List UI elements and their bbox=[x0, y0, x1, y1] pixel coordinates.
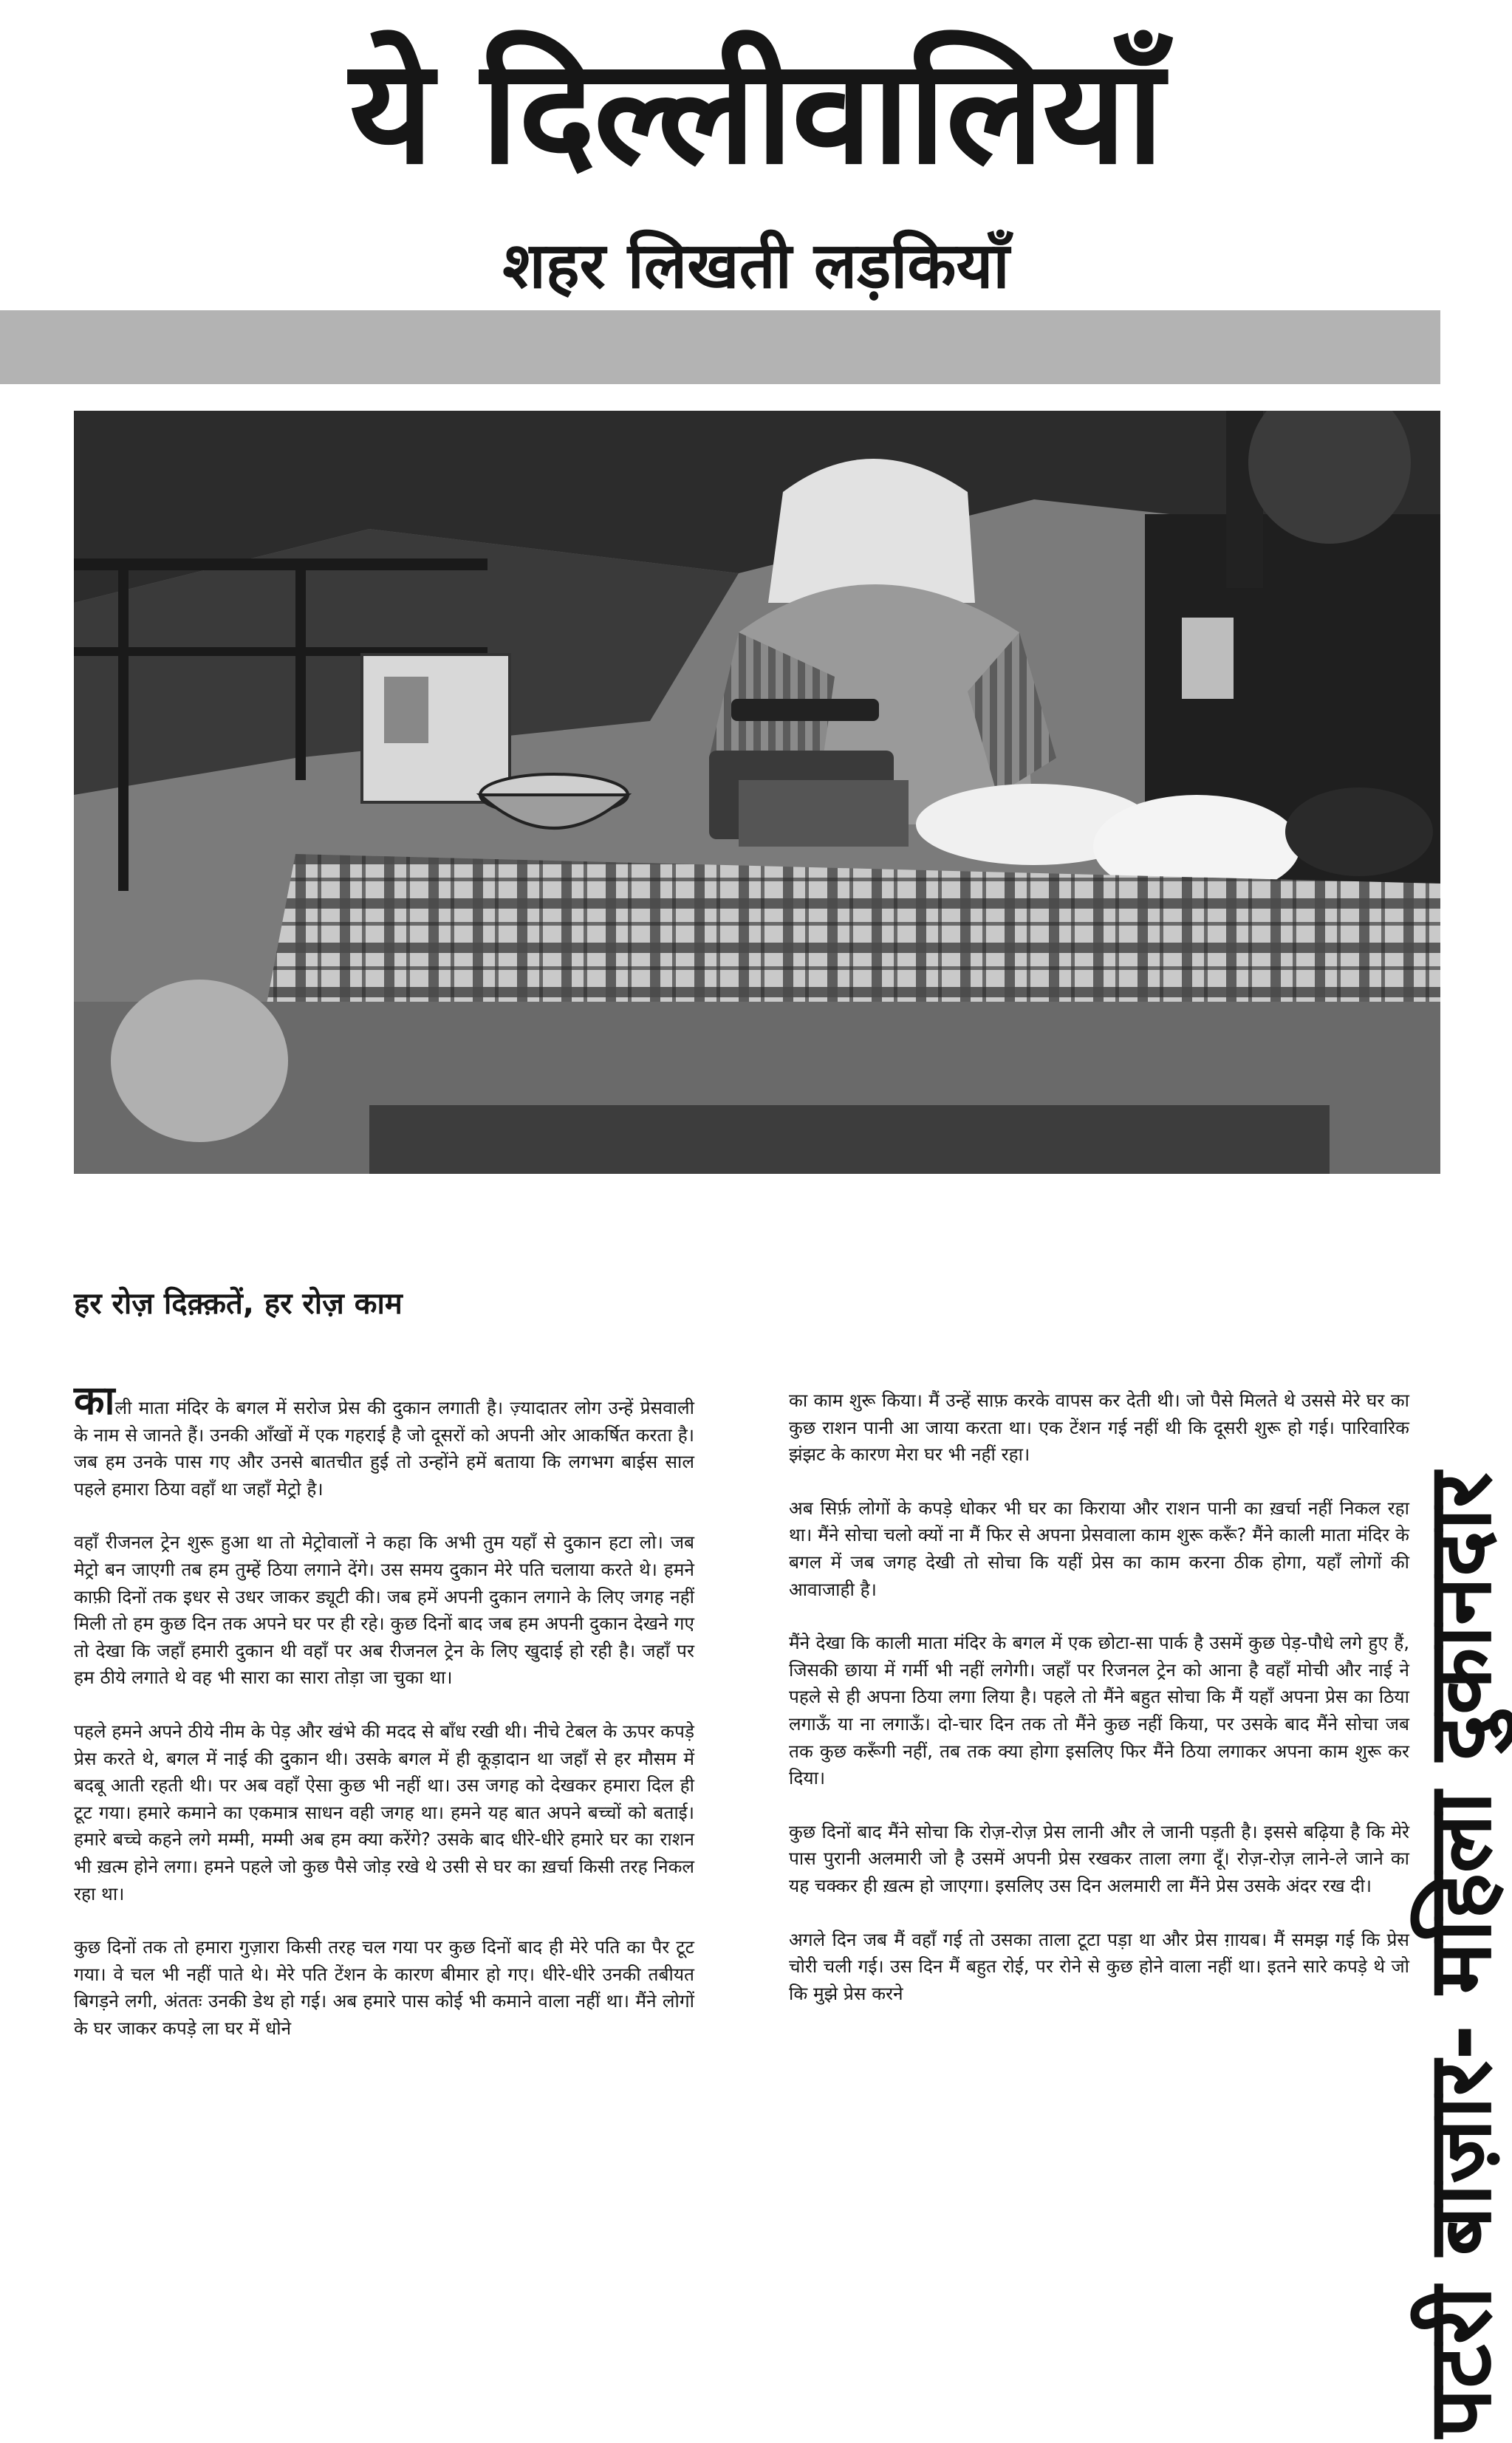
paragraph: अगले दिन जब मैं वहाँ गई तो उसका ताला टूटा पड़ा था और प्रेस ग़ायब। मैं समझ गई कि प्रेस चोरी चली गई। उस दिन मैं बहुत रोई, पर रोने से कुछ होने वाला नहीं था। इतने सारे कपड़े थे जो कि मुझे प्रेस करने bbox=[789, 1928, 1409, 2004]
paragraph: मैंने देखा कि काली माता मंदिर के बगल में एक छोटा-सा पार्क है उसमें कुछ पेड़-पौधे लगे हुए हैं, जिसकी छाया में गर्मी भी नहीं लगेगी। जहाँ पर रिजनल ट्रेन को आना है वहाँ मोची और नाई ने पहले से ही अपना ठिया लगा लिया है। पहले तो मैंने बहुत सोचा कि मैं यहाँ अपना प्रेस का ठिया लगाऊँ या ना लगाऊँ। दो-चार दिन तक तो मैंने कुछ नहीं किया, पर उसके बाद मैंने सोचा जब तक कुछ करूँगी नहीं, तब तक क्या होगा इसलिए फिर मैंने ठिया लगाकर अपना काम शुरू कर दिया। bbox=[789, 1632, 1409, 1789]
header-divider-band bbox=[0, 310, 1440, 384]
vertical-section-title: पटरी बाज़ार- महिला दुकानदार bbox=[1409, 1472, 1511, 2438]
page-subtitle: शहर लिखती लड़कियाँ bbox=[502, 229, 1010, 303]
photo-illustration bbox=[74, 411, 1440, 1174]
article-photo bbox=[74, 411, 1440, 1174]
paragraph: कुछ दिनों बाद मैंने सोचा कि रोज़-रोज़ प्रेस लानी और ले जानी पड़ती है। इससे बढ़िया है कि मेरे पास पुरानी अलमारी जो है उसमें अपनी प्रेस रखकर ताला लगा दूँ। रोज़-रोज़ लाने-ले जाने का यह चक्कर ही ख़त्म हो जाएगा। इसलिए उस दिन अलमारी ला मैंने प्रेस उसके अंदर रख दी। bbox=[789, 1820, 1409, 1896]
paragraph: काली माता मंदिर के बगल में सरोज प्रेस की दुकान लगाती है। ज़्यादातर लोग उन्हें प्रेसवाली के नाम से जानते हैं। उनकी आँखों में एक गहराई है जो दूसरों को अपनी ओर आकर्षित करता है। जब हम उनके पास गए और उनसे बातचीत हुई तो उन्होंने हमें बताया कि लगभग बाईस साल पहले हमारा ठिया वहाँ था जहाँ मेट्रो है। bbox=[74, 1377, 694, 1500]
paragraph: अब सिर्फ़ लोगों के कपड़े धोकर भी घर का किराया और राशन पानी का ख़र्चा नहीं निकल रहा था। मैंने सोचा चलो क्यों ना मैं फिर से अपना प्रेसवाला काम शुरू करूँ? मैंने काली माता मंदिर के बगल में जब जगह देखी तो सोचा कि यहीं प्रेस का काम करना ठीक होगा, यहाँ लोगों की आवाजाही है। bbox=[789, 1497, 1409, 1600]
paragraph: कुछ दिनों तक तो हमारा गुज़ारा किसी तरह चल गया पर कुछ दिनों बाद ही मेरे पति का पैर टूट गया। वे चल भी नहीं पाते थे। मेरे पति टेंशन के कारण बीमार हो गए। धीरे-धीरे उनकी तबीयत बिगड़ने लगी, अंततः उनकी डेथ हो गई। अब हमारे पास कोई भी कमाने वाला नहीं था। मैंने लोगों के घर जाकर कपड़े ला घर में धोने bbox=[74, 1936, 694, 2039]
article-column-right bbox=[789, 1387, 1409, 2034]
article-heading: हर रोज़ दिक़्क़तें, हर रोज़ काम bbox=[74, 1287, 403, 1321]
page-title: ये दिल्लीवालियाँ bbox=[349, 28, 1163, 197]
article-column-left bbox=[74, 1377, 694, 2068]
paragraph: पहले हमने अपने ठीये नीम के पेड़ और खंभे की मदद से बाँध रखी थी। नीचे टेबल के ऊपर कपड़े प्रेस करते थे, बगल में नाई की दुकान थी। उसके बगल में ही कूड़ादान था जहाँ से हर मौसम में बदबू आती रहती थी। पर अब वहाँ ऐसा कुछ भी नहीं था। उस जगह को देखकर हमारा दिल ही टूट गया। हमारे कमाने का एकमात्र साधन वही जगह था। हमने यह बात अपने बच्चों को बताई। हमारे बच्चे कहने लगे मम्मी, मम्मी अब हम क्या करेंगे? उसके बाद धीरे-धीरे हमारे घर का राशन भी ख़त्म होने लगा। हमने पहले जो कुछ पैसे जोड़ रखे थे उसी से घर का ख़र्चा किसी तरह निकल रहा था। bbox=[74, 1720, 694, 1904]
drop-cap: का bbox=[74, 1377, 115, 1424]
paragraph: वहाँ रीजनल ट्रेन शुरू हुआ था तो मेट्रोवालों ने कहा कि अभी तुम यहाँ से दुकान हटा लो। जब मेट्रो बन जाएगी तब हम तुम्हें ठिया लगाने देंगे। उस समय दुकान मेरे पति चलाया करते थे। हमने काफ़ी दिनों तक इधर से उधर जाकर ड्यूटी की। जब हमें अपनी दुकान लगाने के लिए जगह नहीं मिली तो हम कुछ दिन तक अपने घर पर ही रहे। कुछ दिनों बाद जब हम अपनी दुकान देखने गए तो देखा कि जहाँ हमारी दुकान थी वहाँ पर अब रीजनल ट्रेन के लिए खुदाई हो रही है। जहाँ पर हम ठीये लगाते थे वह भी सारा का सारा तोड़ा जा चुका था। bbox=[74, 1531, 694, 1689]
paragraph: का काम शुरू किया। मैं उन्हें साफ़ करके वापस कर देती थी। जो पैसे मिलते थे उससे मेरे घर का कुछ राशन पानी आ जाया करता था। एक टेंशन गई नहीं थी कि दूसरी शुरू हो गई। पारिवारिक झंझट के कारण मेरा घर भी नहीं रहा। bbox=[789, 1390, 1409, 1466]
